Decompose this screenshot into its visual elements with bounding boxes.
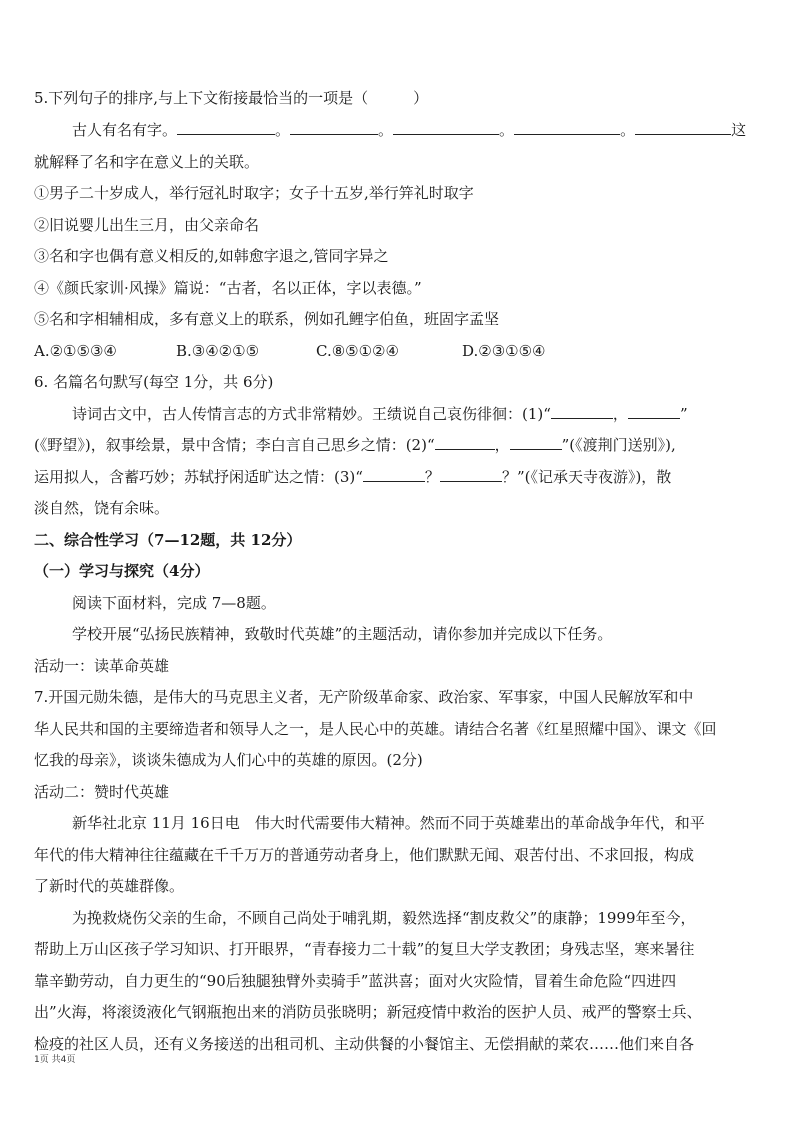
q6-text: ”(《渡荆门送别》),	[561, 436, 676, 454]
q6-line-4: 淡自然，饶有余味。	[34, 499, 170, 517]
answer-blank	[363, 467, 425, 482]
comma: ，	[494, 436, 510, 454]
news-para-2-line-5: 检疫的社区人员，还有义务接送的出租司机、主动供餐的小餐馆主、无偿捐献的菜农……他们来自各	[34, 1035, 695, 1053]
q5-option-a: A.②①⑤③④	[34, 342, 117, 360]
q5-sentence-3: ③名和字也偶有意义相反的,如韩愈字退之,管同字异之	[34, 247, 389, 265]
q6-text: 诗词古文中，古人传情言志的方式非常精妙。王绩说自己哀伤徘徊：(1)“	[72, 405, 551, 423]
close-quote: ”	[679, 405, 688, 423]
reading-instruction: 阅读下面材料，完成 7—8题。	[72, 594, 276, 612]
q6-text: (《野望》)，叙事绘景，景中含情；李白言自己思乡之情：(2)“	[34, 436, 435, 454]
activity-1-title: 活动一：读革命英雄	[34, 657, 170, 675]
q5-passage-line-2: 就解释了名和字在意义上的关联。	[34, 153, 260, 171]
q7-line-2: 华人民共和国的主要缔造者和领导人之一，是人民心中的英雄。请结合名著《红星照耀中国》、课文《回	[34, 720, 717, 738]
q5-passage-end: 这	[731, 121, 747, 139]
q5-sentence-5: ⑤名和字相辅相成，多有意义上的联系，例如孔鲤字伯鱼，班固字孟坚	[34, 310, 500, 328]
answer-blank	[177, 120, 275, 135]
q5-passage-start: 古人有名有字。	[72, 121, 178, 139]
q7-line-3: 忆我的母亲》，谈谈朱德成为人们心中的英雄的原因。(2分)	[34, 751, 423, 769]
answer-blank	[435, 435, 495, 450]
page-number: 1页 共4页	[34, 1055, 76, 1065]
q5-option-d: D.②③①⑤④	[462, 342, 546, 360]
q5-passage-line-1	[72, 120, 746, 140]
q5-sentence-4: ④《颜氏家训·风操》篇说：“古者，名以正体，字以表德。”	[34, 279, 422, 297]
news-para-1-line-1: 新华社北京 11月 16日电 伟大时代需要伟大精神。然而不同于英雄辈出的革命战争年代，和平	[72, 814, 705, 832]
news-para-2-line-3: 靠辛勤劳动，自力更生的“90后独腿独臂外卖骑手”蓝洪喜；面对火灾险情，冒着生命危险“四进四	[34, 972, 677, 990]
q6-text: ？”(《记承天寺夜游》)，散	[501, 468, 672, 486]
news-para-2-line-4: 出”火海，将滚烫液化气钢瓶抱出来的消防员张晓明；新冠疫情中救治的医护人员、戒严的警察士兵、	[34, 1003, 702, 1021]
answer-blank	[440, 467, 502, 482]
comma: ，	[612, 405, 628, 423]
q7-line-1: 7.开国元勋朱德，是伟大的马克思主义者，无产阶级革命家、政治家、军事家，中国人民解放军和中	[34, 688, 694, 706]
news-para-2-line-2: 帮助上万山区孩子学习知识、打开眼界，“青春接力二十载”的复旦大学支教团；身残志坚，寒来暑往	[34, 940, 695, 958]
answer-blank	[635, 120, 731, 135]
q5-sentence-2: ②旧说婴儿出生三月，由父亲命名	[34, 216, 260, 234]
news-para-2-line-1: 为挽救烧伤父亲的生命，不顾自己尚处于哺乳期，毅然选择“割皮救父”的康静；1999年至今，	[72, 909, 696, 927]
question-mark: ？	[424, 468, 440, 486]
answer-blank	[514, 120, 620, 135]
q5-option-c: C.⑧⑤①②④	[316, 342, 399, 360]
q6-text: 运用拟人，含蓄巧妙；苏轼抒闲适旷达之情：(3)“	[34, 468, 363, 486]
period: 。	[620, 121, 636, 139]
answer-blank	[510, 435, 562, 450]
q6-line-1	[72, 404, 688, 424]
section-2-title: 二、综合性学习（7—12题，共 12分）	[34, 531, 302, 549]
q5-option-b: B.③④②①⑤	[176, 342, 260, 360]
q6-line-2	[34, 435, 676, 455]
period: 。	[499, 121, 515, 139]
q5-stem: 5.下列句子的排序,与上下文衔接最恰当的一项是（ ）	[34, 89, 429, 107]
subsection-1-title: （一）学习与探究（4分）	[34, 562, 210, 580]
period: 。	[378, 121, 394, 139]
q6-title: 6. 名篇名句默写(每空 1分，共 6分)	[34, 373, 274, 391]
answer-blank	[551, 404, 613, 419]
answer-blank	[628, 404, 680, 419]
answer-blank	[290, 120, 378, 135]
q5-sentence-1: ①男子二十岁成人，举行冠礼时取字；女子十五岁,举行笄礼时取字	[34, 184, 474, 202]
q6-line-3	[34, 467, 671, 487]
news-para-1-line-2: 年代的伟大精神往往蕴藏在千千万万的普通劳动者身上，他们默默无闻、艰苦付出、不求回报，构成	[34, 846, 695, 864]
period: 。	[275, 121, 291, 139]
activity-2-title: 活动二：赞时代英雄	[34, 783, 170, 801]
activity-intro: 学校开展“弘扬民族精神，致敬时代英雄”的主题活动，请你参加并完成以下任务。	[72, 625, 613, 643]
news-para-1-line-3: 了新时代的英雄群像。	[34, 877, 185, 895]
answer-blank	[393, 120, 499, 135]
